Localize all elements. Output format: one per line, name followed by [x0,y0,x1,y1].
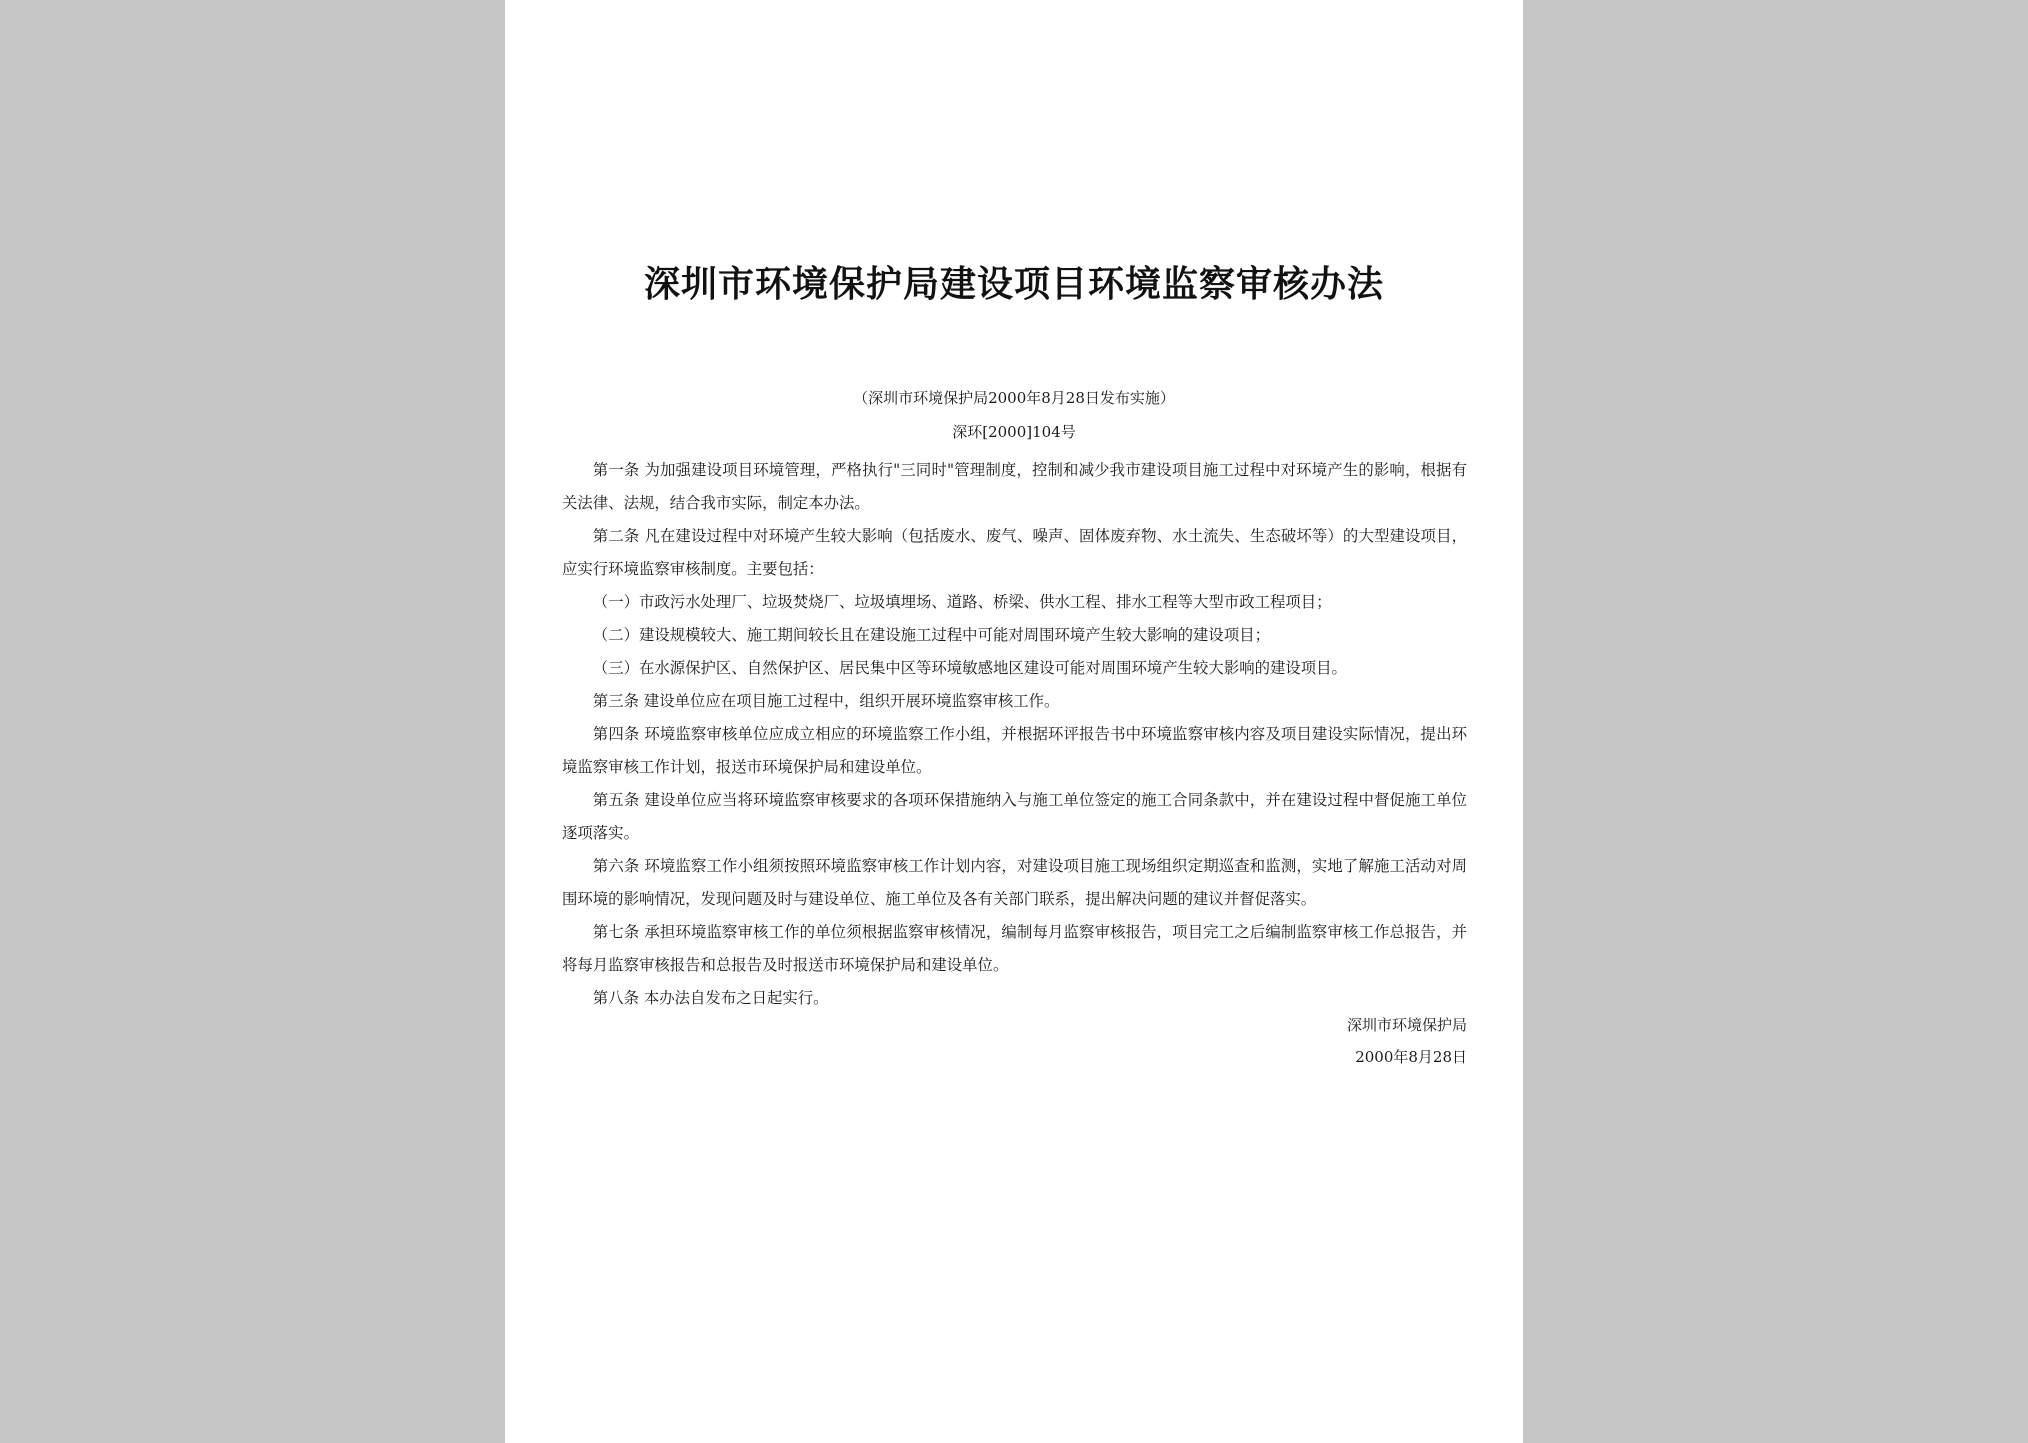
document-subtitle: （深圳市环境保护局2000年8月28日发布实施） [853,389,1175,407]
article-2-item-3: （三）在水源保护区、自然保护区、居民集中区等环境敏感地区建设可能对周围环境产生较大影响的建设项目。 [592,659,1347,677]
article-8: 第八条 本办法自发布之日起实行。 [592,989,829,1007]
article-3: 第三条 建设单位应在项目施工过程中，组织开展环境监察审核工作。 [592,692,1060,710]
article-1: 第一条 为加强建设项目环境管理，严格执行"三同时"管理制度，控制和减少我市建设项目施工过程中对环境产生的影响，根据有关法律、法规，结合我市实际，制定本办法。 [562,461,1467,512]
article-2-item-1: （一）市政污水处理厂、垃圾焚烧厂、垃圾填埋场、道路、桥梁、供水工程、排水工程等大型市政工程项目； [592,593,1332,611]
document-title: 深圳市环境保护局建设项目环境监察审核办法 [643,263,1384,305]
article-7: 第七条 承担环境监察审核工作的单位须根据监察审核情况，编制每月监察审核报告，项目完工之后编制监察审核工作总报告，并将每月监察审核报告和总报告及时报送市环境保护局和建设单位。 [562,923,1467,974]
signature-organization: 深圳市环境保护局 [1346,1016,1467,1034]
document-number: 深环[2000]104号 [952,423,1076,441]
document-page [505,0,1523,1443]
article-2-item-2: （二）建设规模较大、施工期间较长且在建设施工过程中可能对周围环境产生较大影响的建设项目； [592,626,1270,644]
document-body [562,454,1467,1015]
article-5: 第五条 建设单位应当将环境监察审核要求的各项环保措施纳入与施工单位签定的施工合同条款中，并在建设过程中督促施工单位逐项落实。 [562,791,1467,842]
article-6: 第六条 环境监察工作小组须按照环境监察审核工作计划内容，对建设项目施工现场组织定期巡查和监测，实地了解施工活动对周围环境的影响情况，发现问题及时与建设单位、施工单位及各有关部门联系，提出解决问题的建议并督促落实。 [562,857,1467,908]
article-2: 第二条 凡在建设过程中对环境产生较大影响（包括废水、废气、噪声、固体废弃物、水土流失、生态破坏等）的大型建设项目，应实行环境监察审核制度。主要包括： [562,527,1467,578]
article-4: 第四条 环境监察审核单位应成立相应的环境监察工作小组，并根据环评报告书中环境监察审核内容及项目建设实际情况，提出环境监察审核工作计划，报送市环境保护局和建设单位。 [562,725,1467,776]
signature-date: 2000年8月28日 [1355,1048,1467,1066]
